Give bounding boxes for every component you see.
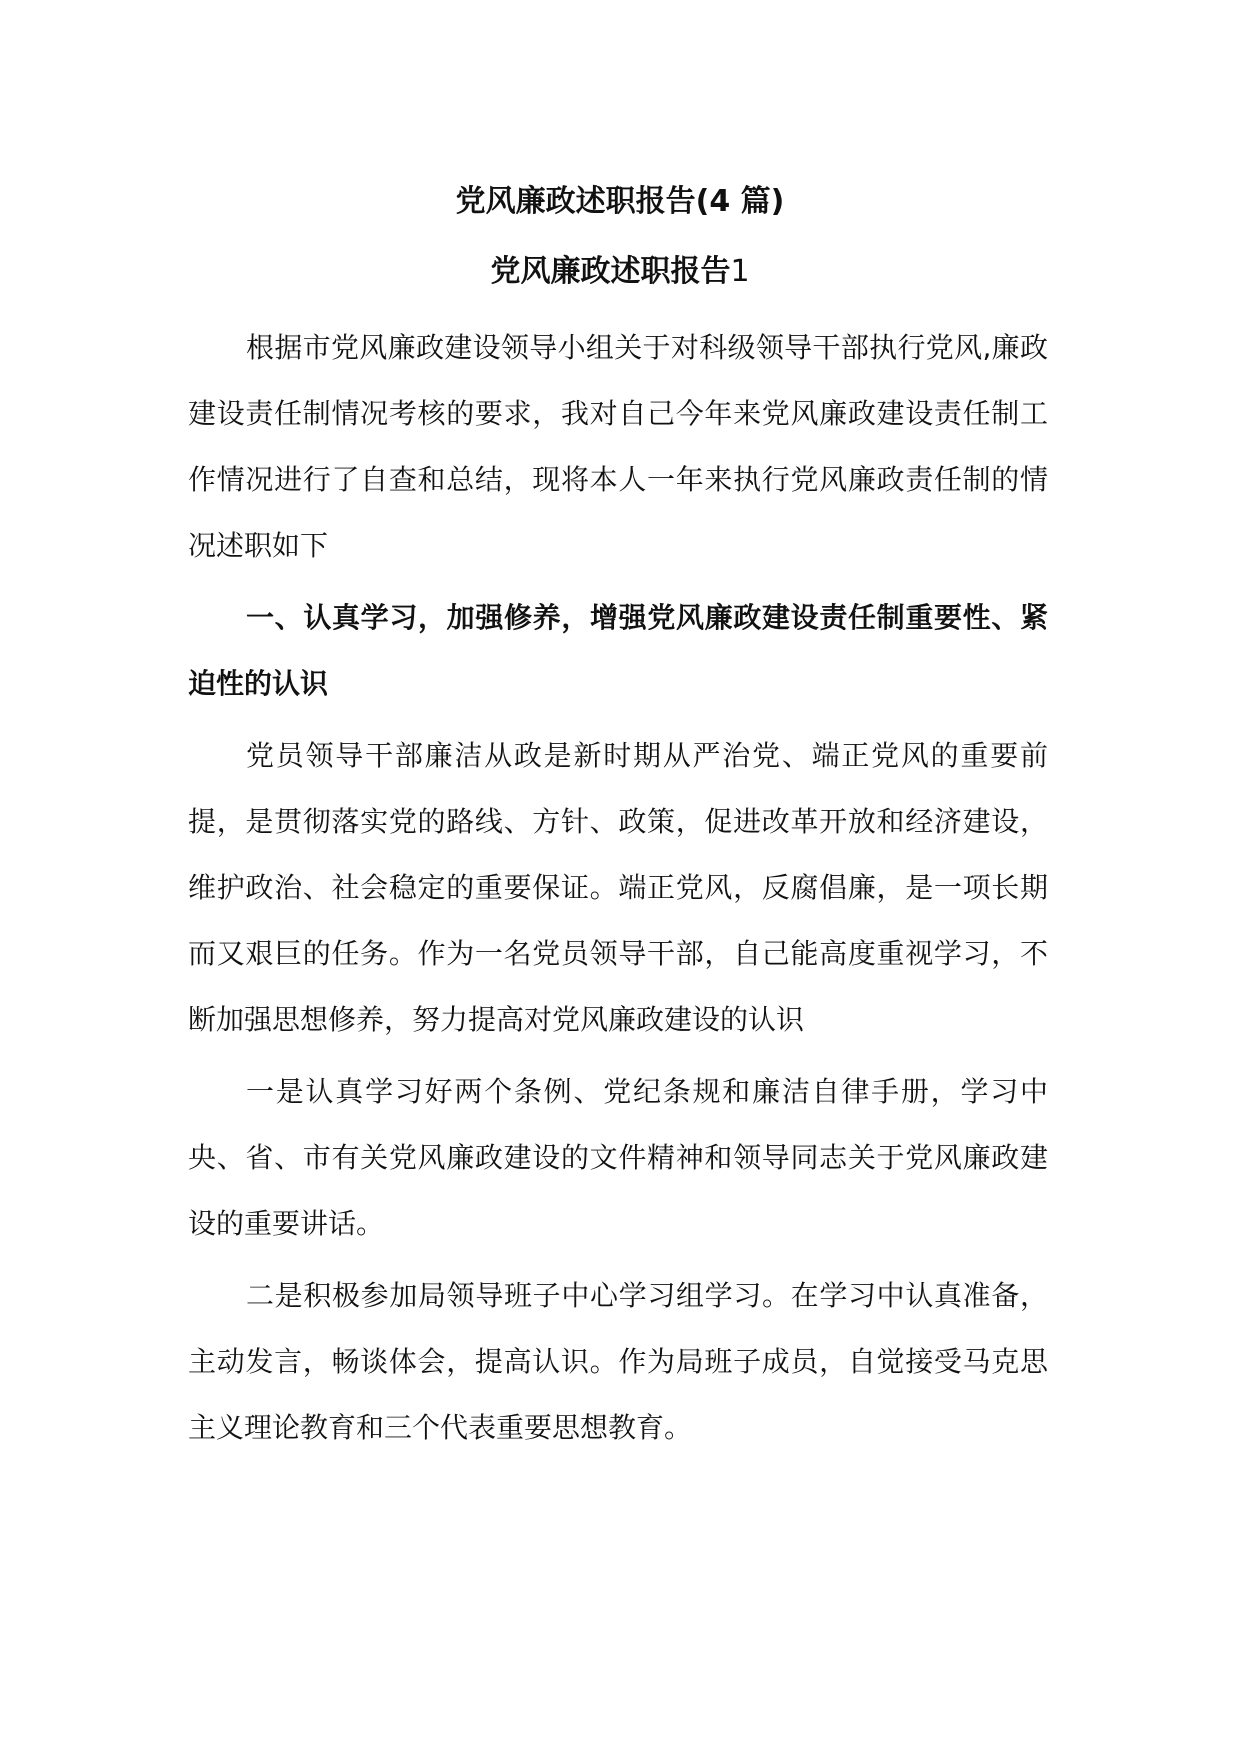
document-title: 党风廉政述职报告(4 篇) [455, 184, 785, 219]
section-heading-1: 一、认真学习，加强修养，增强党风廉政建设责任制重要性、紧迫性的认识 [188, 601, 1048, 700]
body-paragraph: 一是认真学习好两个条例、党纪条规和廉洁自律手册，学习中央、省、市有关党风廉政建设的文件精神和领导同志关于党风廉政建设的重要讲话。 [188, 1075, 1048, 1240]
intro-paragraph: 根据市党风廉政建设领导小组关于对科级领导干部执行党风,廉政建设责任制情况考核的要求，我对自己今年来党风廉政建设责任制工作情况进行了自查和总结，现将本人一年来执行党风廉政责任制的情况述职如下 [188, 331, 1048, 562]
body-paragraph: 党员领导干部廉洁从政是新时期从严治党、端正党风的重要前提，是贯彻落实党的路线、方针、政策，促进改革开放和经济建设，维护政治、社会稳定的重要保证。端正党风，反腐倡廉，是一项长期而又艰巨的任务。作为一名党员领导干部，自己能高度重视学习，不断加强思想修养，努力提高对党风廉政建设的认识 [188, 739, 1048, 1036]
subtitle-number: 1 [730, 254, 750, 289]
body-paragraph: 二是积极参加局领导班子中心学习组学习。在学习中认真准备，主动发言，畅谈体会，提高认识。作为局班子成员，自觉接受马克思主义理论教育和三个代表重要思想教育。 [188, 1279, 1048, 1444]
document-subtitle [0, 252, 1240, 292]
document-body [188, 315, 1048, 1467]
subtitle-text: 党风廉政述职报告 [490, 254, 731, 289]
